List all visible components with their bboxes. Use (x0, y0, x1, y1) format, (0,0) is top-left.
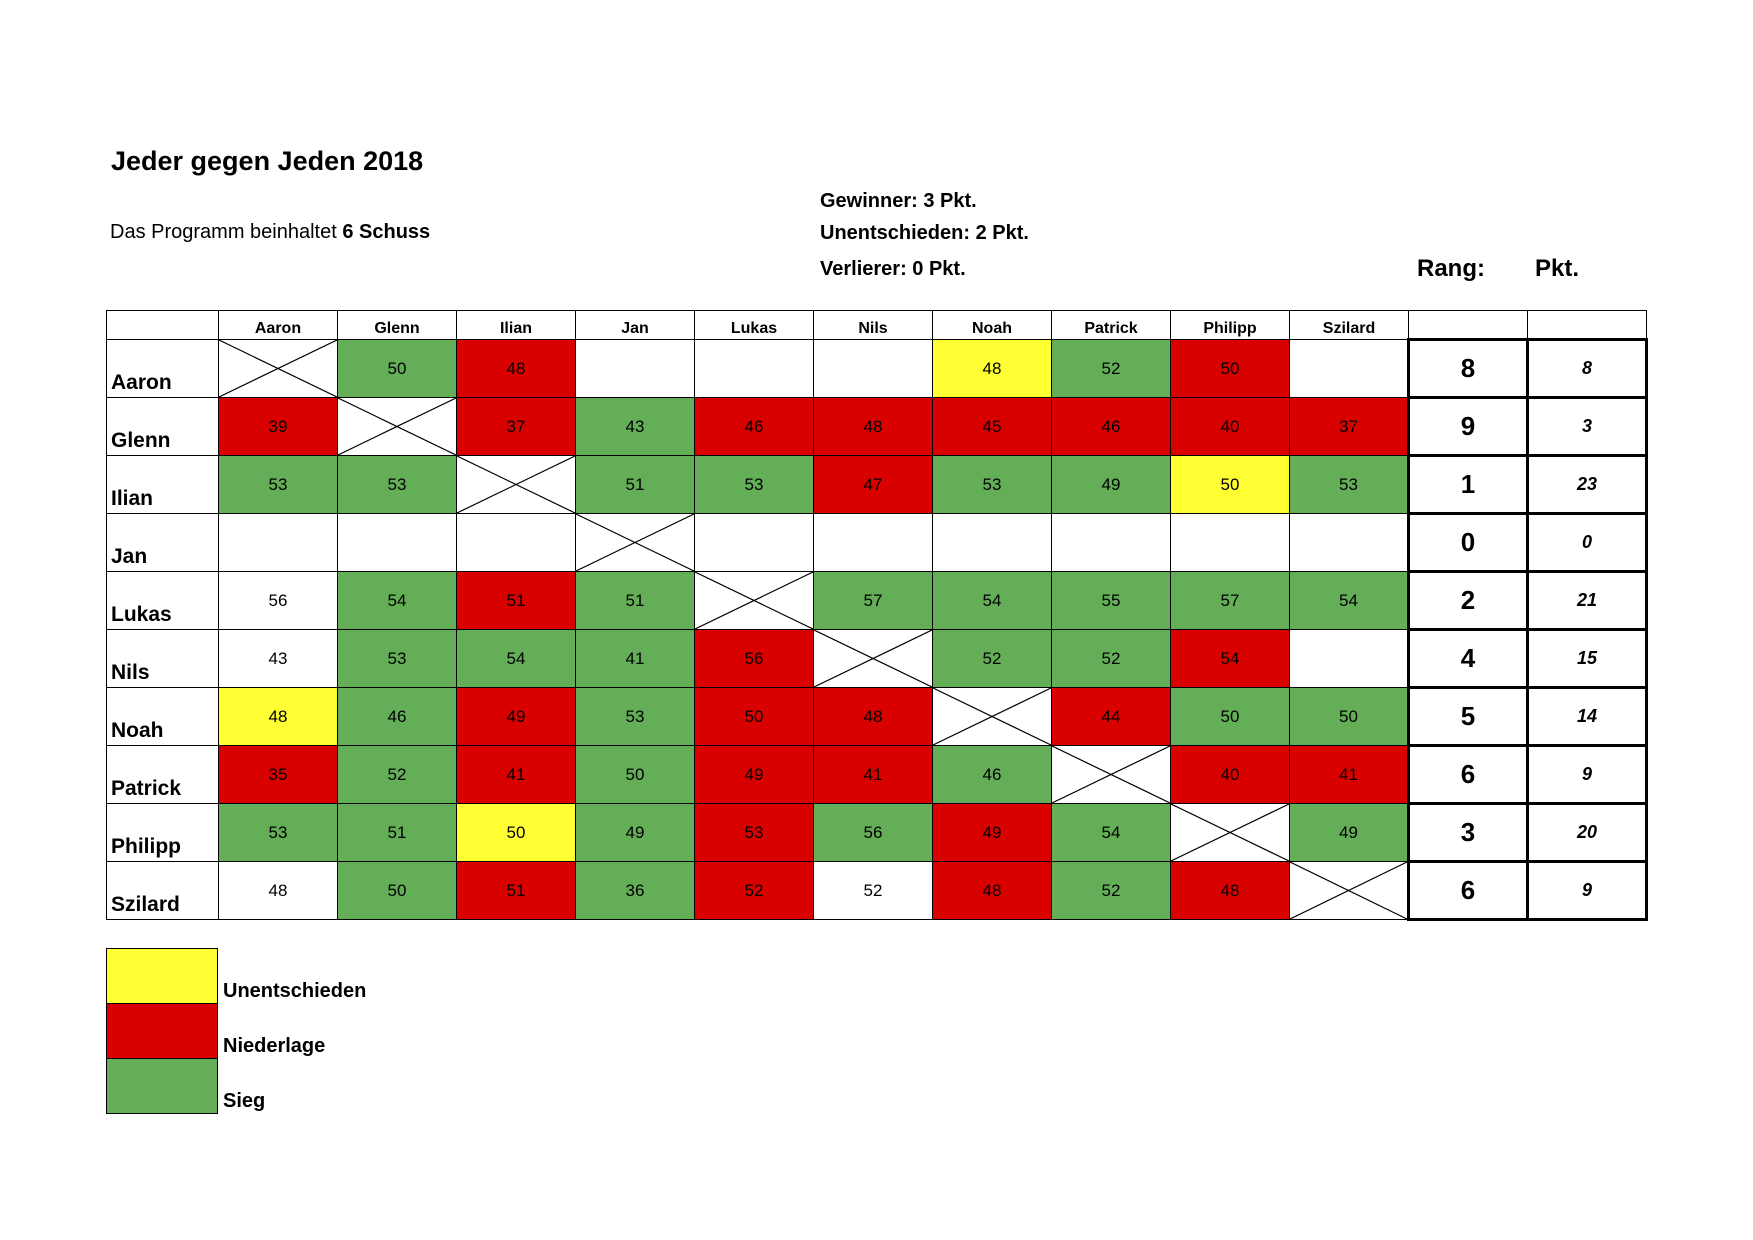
legend-label-loss: Niederlage (223, 1035, 326, 1057)
score-cell: 52 (1052, 862, 1171, 920)
points-cell: 14 (1528, 688, 1647, 746)
points-cell: 15 (1528, 630, 1647, 688)
table-row (107, 456, 1647, 514)
score-cell: 53 (338, 456, 457, 514)
score-cell (1290, 514, 1409, 572)
score-cell: 54 (1290, 572, 1409, 630)
program-shots: 6 Schuss (342, 221, 431, 243)
table-row (107, 804, 1647, 862)
score-cell: 40 (1171, 398, 1290, 456)
self-match-cell (576, 514, 695, 572)
crossed-out-mark (1171, 804, 1289, 861)
score-cell: 41 (814, 746, 933, 804)
score-cell: 49 (1290, 804, 1409, 862)
score-cell (576, 340, 695, 398)
table-row (107, 688, 1647, 746)
score-cell: 54 (933, 572, 1052, 630)
score-cell: 47 (814, 456, 933, 514)
rank-cell: 8 (1409, 340, 1528, 398)
program-info (110, 221, 430, 244)
score-cell: 51 (338, 804, 457, 862)
crossed-out-mark (814, 630, 932, 687)
score-cell: 50 (695, 688, 814, 746)
score-cell (695, 514, 814, 572)
score-cell (1171, 514, 1290, 572)
column-header: Szilard (1290, 311, 1409, 340)
column-header: Noah (933, 311, 1052, 340)
score-cell: 51 (576, 572, 695, 630)
points-cell: 20 (1528, 804, 1647, 862)
score-cell (695, 340, 814, 398)
score-cell (457, 514, 576, 572)
score-cell (1052, 514, 1171, 572)
table-row (107, 514, 1647, 572)
row-player-name: Noah (107, 688, 219, 746)
crossed-out-mark (695, 572, 813, 629)
row-player-name: Nils (107, 630, 219, 688)
table-row (107, 572, 1647, 630)
score-cell: 44 (1052, 688, 1171, 746)
program-prefix: Das Programm beinhaltet (110, 221, 337, 243)
score-cell: 49 (1052, 456, 1171, 514)
score-cell: 48 (933, 862, 1052, 920)
score-cell: 43 (576, 398, 695, 456)
score-cell: 50 (576, 746, 695, 804)
score-cell: 48 (219, 862, 338, 920)
legend-swatch-win (106, 1058, 218, 1114)
score-cell: 40 (1171, 746, 1290, 804)
column-header: Ilian (457, 311, 576, 340)
score-cell: 49 (457, 688, 576, 746)
score-cell: 46 (1052, 398, 1171, 456)
score-cell: 51 (457, 862, 576, 920)
score-cell: 50 (457, 804, 576, 862)
crossed-out-mark (933, 688, 1051, 745)
crossed-out-mark (338, 398, 456, 455)
crossed-out-mark (457, 456, 575, 513)
score-cell: 53 (219, 456, 338, 514)
page-title: Jeder gegen Jeden 2018 (111, 146, 424, 176)
score-cell: 41 (1290, 746, 1409, 804)
column-header: Glenn (338, 311, 457, 340)
rank-cell: 6 (1409, 862, 1528, 920)
table-row (107, 398, 1647, 456)
table-row (107, 630, 1647, 688)
score-cell: 52 (814, 862, 933, 920)
self-match-cell (1052, 746, 1171, 804)
row-player-name: Glenn (107, 398, 219, 456)
score-cell: 50 (1171, 688, 1290, 746)
rank-cell: 6 (1409, 746, 1528, 804)
points-column-label: Pkt. (1535, 255, 1580, 282)
score-cell: 56 (814, 804, 933, 862)
score-cell: 54 (457, 630, 576, 688)
score-cell: 43 (219, 630, 338, 688)
score-cell: 51 (576, 456, 695, 514)
score-cell: 48 (933, 340, 1052, 398)
points-cell: 3 (1528, 398, 1647, 456)
score-cell (814, 514, 933, 572)
table-row (107, 746, 1647, 804)
score-cell: 36 (576, 862, 695, 920)
score-cell: 51 (457, 572, 576, 630)
points-cell: 8 (1528, 340, 1647, 398)
score-cell (338, 514, 457, 572)
rank-cell: 3 (1409, 804, 1528, 862)
column-header: Jan (576, 311, 695, 340)
row-player-name: Philipp (107, 804, 219, 862)
score-cell: 45 (933, 398, 1052, 456)
column-header: Aaron (219, 311, 338, 340)
crossed-out-mark (1052, 746, 1170, 803)
rank-column-label: Rang: (1417, 255, 1485, 282)
rule-winner: Gewinner: 3 Pkt. (820, 190, 977, 212)
rank-cell: 0 (1409, 514, 1528, 572)
results-table (106, 310, 1648, 921)
column-header: Nils (814, 311, 933, 340)
score-cell: 54 (338, 572, 457, 630)
score-cell: 50 (1290, 688, 1409, 746)
legend-label-draw: Unentschieden (223, 980, 367, 1002)
score-cell: 57 (814, 572, 933, 630)
table-row (107, 862, 1647, 920)
score-cell: 39 (219, 398, 338, 456)
points-cell: 9 (1528, 862, 1647, 920)
score-cell: 56 (695, 630, 814, 688)
score-cell: 53 (695, 456, 814, 514)
score-cell: 52 (1052, 630, 1171, 688)
points-cell: 23 (1528, 456, 1647, 514)
score-cell: 48 (814, 688, 933, 746)
score-cell: 50 (1171, 340, 1290, 398)
legend-swatch-loss (106, 1003, 218, 1059)
score-cell: 35 (219, 746, 338, 804)
column-header: Lukas (695, 311, 814, 340)
score-cell (814, 340, 933, 398)
score-cell: 53 (695, 804, 814, 862)
score-cell: 50 (1171, 456, 1290, 514)
score-cell (1290, 630, 1409, 688)
crossed-out-mark (576, 514, 694, 571)
column-header: Patrick (1052, 311, 1171, 340)
row-player-name: Patrick (107, 746, 219, 804)
score-cell: 46 (695, 398, 814, 456)
legend-label-win: Sieg (223, 1090, 266, 1112)
score-cell (1290, 340, 1409, 398)
row-player-name: Szilard (107, 862, 219, 920)
self-match-cell (219, 340, 338, 398)
corner-cell (107, 311, 219, 340)
score-cell: 56 (219, 572, 338, 630)
self-match-cell (338, 398, 457, 456)
score-cell: 52 (1052, 340, 1171, 398)
rank-cell: 4 (1409, 630, 1528, 688)
points-cell: 0 (1528, 514, 1647, 572)
rule-draw: Unentschieden: 2 Pkt. (820, 222, 1029, 244)
self-match-cell (933, 688, 1052, 746)
row-player-name: Aaron (107, 340, 219, 398)
points-cell: 21 (1528, 572, 1647, 630)
rule-loser: Verlierer: 0 Pkt. (820, 258, 966, 280)
score-cell: 54 (1052, 804, 1171, 862)
points-cell: 9 (1528, 746, 1647, 804)
score-cell: 41 (576, 630, 695, 688)
score-cell: 55 (1052, 572, 1171, 630)
column-header: Philipp (1171, 311, 1290, 340)
rank-cell: 5 (1409, 688, 1528, 746)
legend-swatch-draw (106, 948, 218, 1004)
score-cell: 50 (338, 862, 457, 920)
score-cell: 54 (1171, 630, 1290, 688)
header-row (107, 311, 1647, 340)
table-row (107, 340, 1647, 398)
score-cell: 48 (1171, 862, 1290, 920)
score-cell: 48 (219, 688, 338, 746)
self-match-cell (1290, 862, 1409, 920)
self-match-cell (695, 572, 814, 630)
score-cell: 52 (338, 746, 457, 804)
row-player-name: Jan (107, 514, 219, 572)
score-cell: 49 (933, 804, 1052, 862)
score-cell: 37 (457, 398, 576, 456)
score-cell (219, 514, 338, 572)
score-cell: 53 (933, 456, 1052, 514)
self-match-cell (457, 456, 576, 514)
score-cell: 48 (457, 340, 576, 398)
points-header-cell (1528, 311, 1647, 340)
self-match-cell (814, 630, 933, 688)
score-cell: 49 (576, 804, 695, 862)
score-cell: 53 (1290, 456, 1409, 514)
score-cell: 48 (814, 398, 933, 456)
row-player-name: Ilian (107, 456, 219, 514)
score-cell: 37 (1290, 398, 1409, 456)
score-cell: 46 (933, 746, 1052, 804)
score-cell (933, 514, 1052, 572)
score-cell: 46 (338, 688, 457, 746)
score-cell: 52 (695, 862, 814, 920)
crossed-out-mark (1290, 862, 1407, 919)
score-cell: 50 (338, 340, 457, 398)
rank-header-cell (1409, 311, 1528, 340)
row-player-name: Lukas (107, 572, 219, 630)
rank-cell: 1 (1409, 456, 1528, 514)
rank-cell: 9 (1409, 398, 1528, 456)
score-cell: 53 (219, 804, 338, 862)
score-cell: 41 (457, 746, 576, 804)
score-cell: 57 (1171, 572, 1290, 630)
score-cell: 49 (695, 746, 814, 804)
score-cell: 52 (933, 630, 1052, 688)
rank-cell: 2 (1409, 572, 1528, 630)
score-cell: 53 (576, 688, 695, 746)
self-match-cell (1171, 804, 1290, 862)
crossed-out-mark (219, 340, 337, 397)
score-cell: 53 (338, 630, 457, 688)
